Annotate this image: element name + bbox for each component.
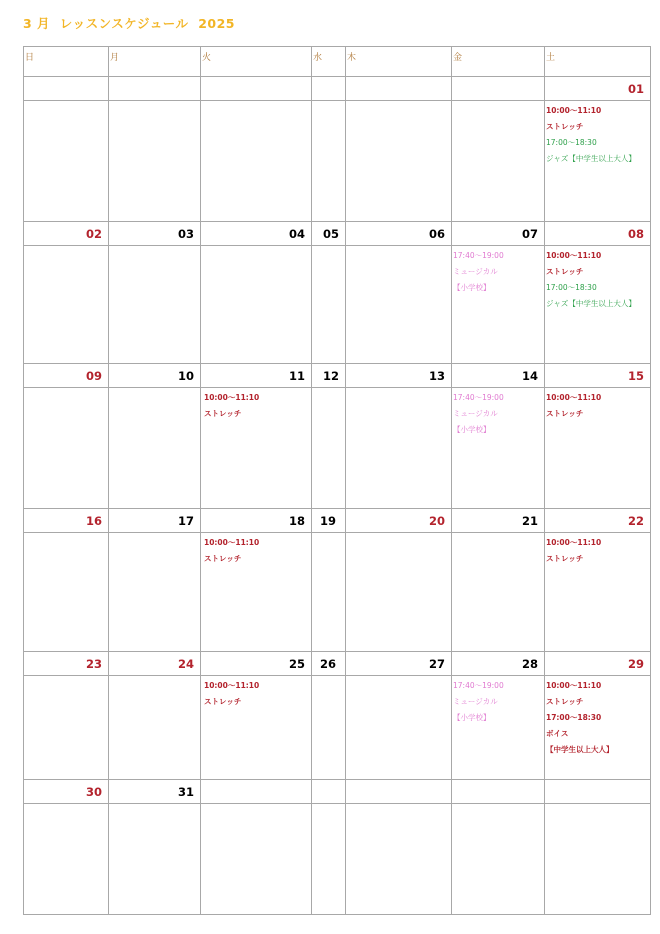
day-number: 03	[109, 222, 201, 246]
lesson-text: ストレッチ	[546, 409, 584, 418]
date-row	[24, 509, 651, 533]
events-row	[24, 101, 651, 222]
day-number	[312, 77, 346, 101]
day-number: 14	[452, 364, 545, 388]
lesson-text: 10:00～11:10	[546, 106, 602, 115]
date-row	[24, 222, 651, 246]
day-number: 20	[346, 509, 452, 533]
lesson-text: ジャズ【中学生以上大人】	[546, 299, 636, 308]
day-number: 29	[545, 652, 651, 676]
day-number: 24	[109, 652, 201, 676]
lesson-text: 17:00～18:30	[546, 283, 597, 292]
lesson-text: 17:40～19:00	[453, 681, 504, 690]
day-events-cell	[312, 101, 346, 222]
day-number: 31	[109, 780, 201, 804]
lesson-text: 17:40～19:00	[453, 393, 504, 402]
day-events-cell	[201, 388, 312, 509]
day-events-cell	[24, 533, 109, 652]
date-row	[24, 364, 651, 388]
date-row	[24, 780, 651, 804]
day-events-cell	[201, 246, 312, 364]
day-events-cell	[24, 804, 109, 915]
events-row	[24, 533, 651, 652]
day-number: 06	[346, 222, 452, 246]
lesson-text: ボイス	[546, 729, 569, 738]
date-row	[24, 77, 651, 101]
day-events-cell	[452, 246, 545, 364]
day-number	[346, 77, 452, 101]
day-events-cell	[545, 246, 651, 364]
day-number: 23	[24, 652, 109, 676]
day-events-cell	[109, 533, 201, 652]
day-events-cell	[452, 101, 545, 222]
events-row	[24, 246, 651, 364]
lesson-text: 10:00～11:10	[546, 393, 602, 402]
day-number	[545, 780, 651, 804]
lesson-text: ストレッチ	[546, 267, 584, 276]
day-events-cell	[109, 246, 201, 364]
lesson-text: ストレッチ	[204, 697, 242, 706]
day-number: 01	[545, 77, 651, 101]
day-events-cell	[24, 388, 109, 509]
lesson-text: 17:00～18:30	[546, 138, 597, 147]
day-events-cell	[109, 804, 201, 915]
weekday-header-sat: 土	[545, 47, 651, 77]
day-number: 27	[346, 652, 452, 676]
day-events-cell	[312, 676, 346, 780]
day-events-cell	[545, 533, 651, 652]
date-row	[24, 652, 651, 676]
lesson-text: ミュージカル	[453, 267, 498, 276]
day-events-cell	[346, 676, 452, 780]
day-number: 22	[545, 509, 651, 533]
lesson-text: ストレッチ	[546, 697, 584, 706]
day-number: 04	[201, 222, 312, 246]
events-row	[24, 388, 651, 509]
lesson-text: 10:00～11:10	[546, 681, 602, 690]
lesson-text: 10:00～11:10	[204, 393, 260, 402]
lesson-text: 10:00～11:10	[546, 251, 602, 260]
day-events-cell	[201, 533, 312, 652]
day-events-cell	[452, 676, 545, 780]
calendar-table	[23, 46, 651, 915]
day-number: 08	[545, 222, 651, 246]
lesson-text: 【小学校】	[453, 425, 491, 434]
lesson-text: 【小学校】	[453, 713, 491, 722]
day-events-cell	[109, 101, 201, 222]
weekday-header-tue: 火	[201, 47, 312, 77]
day-number	[452, 780, 545, 804]
weekday-header-thu: 木	[346, 47, 452, 77]
lesson-text: 17:40～19:00	[453, 251, 504, 260]
day-events-cell	[312, 533, 346, 652]
day-events-cell	[109, 676, 201, 780]
day-events-cell	[545, 101, 651, 222]
day-number: 10	[109, 364, 201, 388]
day-number	[346, 780, 452, 804]
day-number	[109, 77, 201, 101]
lesson-text: 10:00～11:10	[204, 538, 260, 547]
day-events-cell	[109, 388, 201, 509]
lesson-text: 10:00～11:10	[204, 681, 260, 690]
day-events-cell	[201, 676, 312, 780]
day-number: 28	[452, 652, 545, 676]
day-events-cell	[312, 388, 346, 509]
day-number: 16	[24, 509, 109, 533]
day-events-cell	[346, 388, 452, 509]
day-events-cell	[452, 804, 545, 915]
day-events-cell	[201, 804, 312, 915]
day-events-cell	[346, 533, 452, 652]
day-events-cell	[201, 101, 312, 222]
day-number	[201, 77, 312, 101]
day-events-cell	[346, 804, 452, 915]
weekday-header-row	[24, 47, 651, 77]
lesson-text: ストレッチ	[204, 554, 242, 563]
weekday-header-wed: 水	[312, 47, 346, 77]
day-number: 21	[452, 509, 545, 533]
weekday-header-fri: 金	[452, 47, 545, 77]
day-number: 09	[24, 364, 109, 388]
day-number: 12	[312, 364, 346, 388]
day-number: 17	[109, 509, 201, 533]
day-events-cell	[312, 246, 346, 364]
day-number: 30	[24, 780, 109, 804]
day-number: 18	[201, 509, 312, 533]
day-number	[452, 77, 545, 101]
day-number: 11	[201, 364, 312, 388]
day-events-cell	[346, 101, 452, 222]
day-events-cell	[24, 101, 109, 222]
lesson-text: ストレッチ	[204, 409, 242, 418]
lesson-text: ストレッチ	[546, 554, 584, 563]
lesson-text: ミュージカル	[453, 409, 498, 418]
day-events-cell	[545, 676, 651, 780]
day-number: 19	[312, 509, 346, 533]
day-number: 15	[545, 364, 651, 388]
day-number	[24, 77, 109, 101]
weekday-header-mon: 月	[109, 47, 201, 77]
day-number: 25	[201, 652, 312, 676]
day-events-cell	[346, 246, 452, 364]
lesson-text: 10:00～11:10	[546, 538, 602, 547]
day-number	[312, 780, 346, 804]
day-events-cell	[24, 246, 109, 364]
day-events-cell	[452, 533, 545, 652]
day-events-cell	[545, 804, 651, 915]
page-title: 3 月 レッスンスケジュール 2025	[23, 16, 235, 31]
day-number: 26	[312, 652, 346, 676]
day-number: 13	[346, 364, 452, 388]
day-number: 02	[24, 222, 109, 246]
events-row	[24, 676, 651, 780]
day-events-cell	[545, 388, 651, 509]
day-number: 07	[452, 222, 545, 246]
lesson-text: 【中学生以上大人】	[546, 745, 614, 754]
weekday-header-sun: 日	[24, 47, 109, 77]
lesson-text: ミュージカル	[453, 697, 498, 706]
day-events-cell	[24, 676, 109, 780]
lesson-text: 17:00～18:30	[546, 713, 602, 722]
lesson-text: ストレッチ	[546, 122, 584, 131]
day-events-cell	[312, 804, 346, 915]
events-row	[24, 804, 651, 915]
day-events-cell	[452, 388, 545, 509]
day-number	[201, 780, 312, 804]
day-number: 05	[312, 222, 346, 246]
lesson-text: 【小学校】	[453, 283, 491, 292]
lesson-text: ジャズ【中学生以上大人】	[546, 154, 636, 163]
